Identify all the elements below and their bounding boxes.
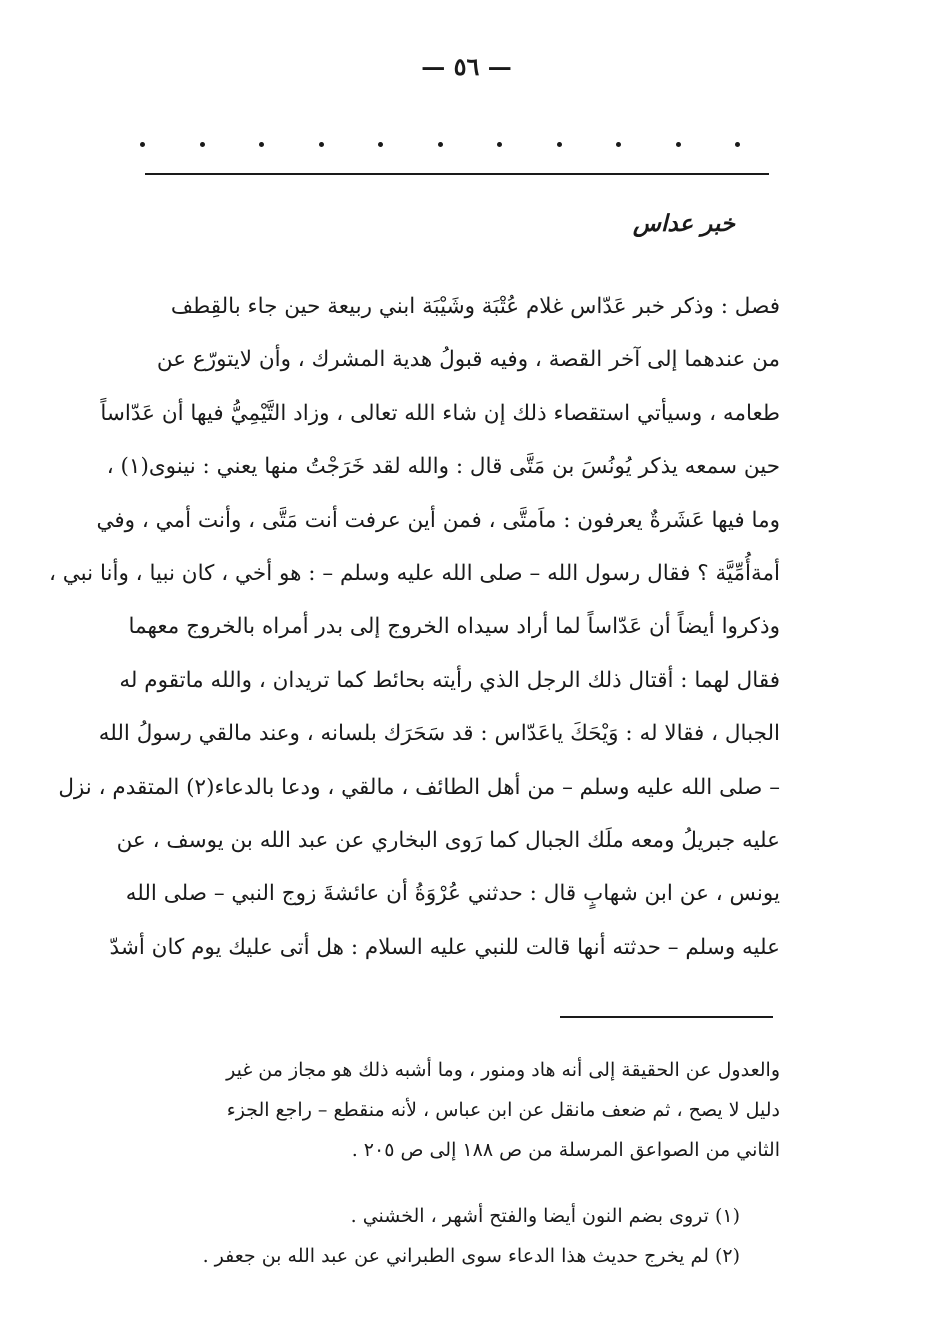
- ornament-dot: [616, 142, 621, 147]
- body-line: عليه وسلم – حدثته أنها قالت للنبي عليه السلام : هل أتى عليك يوم كان أشدّ: [109, 934, 780, 960]
- body-line: فصل : وذكر خبر عَدّاس غلام عُتْبَة وشَيْبَة ابني ربيعة حين جاء بالقِطف: [170, 294, 780, 319]
- body-line: من عندهما إلى آخر القصة ، وفيه قبولُ هدية المشرك ، وأن لايتورّع عن: [156, 347, 780, 373]
- ornament-dot: [497, 142, 502, 147]
- body-line: وما فيها عَشَرةٌ يعرفون : ماَمتَّى ، فمن أين عرفت أنت مَتَّى ، وأنت أمي ، وفي: [96, 507, 780, 533]
- ornament-dot: [259, 142, 264, 147]
- body-line: يونس ، عن ابن شهابٍ قال : حدثني عُرْوَةُ أن عائشةَ زوج النبي – صلى الله: [125, 881, 780, 907]
- footnote-2: (٢) لم يخرج حديث هذا الدعاء سوى الطبراني عن عبد الله بن جعفر .: [202, 1245, 740, 1267]
- body-line: أمةأُمِّيَّة ؟ فقال رسول الله – صلى الله عليه وسلم – : هو أخي ، كان نبيا ، وأنا نبي ،: [48, 560, 780, 586]
- header-rule: [145, 173, 769, 175]
- ornament-dot: [735, 142, 740, 147]
- section-title: خبر عداس: [632, 210, 735, 237]
- continuation-line: الثاني من الصواعق المرسلة من ص ١٨٨ إلى ص ٢٠٥ .: [351, 1139, 780, 1161]
- ornament-dot: [676, 142, 681, 147]
- body-line: – صلى الله عليه وسلم – من أهل الطائف ، مالقي ، ودعا بالدعاء(٢) المتقدم ، نزل: [58, 774, 780, 800]
- body-line: وذكروا أيضاً أن عَدّاساً لما أراد سيداه الخروج إلى بدر أمراه بالخروج معهما: [128, 614, 780, 640]
- body-line: الجبال ، فقالا له : وَيْحَكَ ياعَدّاس : قد سَحَرَك بلسانه ، وعند مالقي رسولُ الله: [98, 721, 780, 747]
- continuation-line: دليل لا يصح ، ثم ضعف مانقل عن ابن عباس ، لأنه منقطع – راجع الجزء: [226, 1099, 780, 1121]
- ornament-dot: [200, 142, 205, 147]
- footnote-continuation: [100, 1050, 780, 1170]
- footnote-separator: [560, 1016, 773, 1018]
- ornament-dot-row: [140, 136, 740, 152]
- body-line: حين سمعه يذكر يُونُسَ بن مَتَّى قال : والله لقد خَرَجْتُ منها يعني : نينوى(١) ،: [106, 454, 780, 480]
- body-line: فقال لهما : أقتال ذلك الرجل الذي رأيته بحائط كما تريدان ، والله ماتقوم له: [119, 667, 780, 693]
- body-line: طعامه ، وسيأتي استقصاء ذلك إن شاء الله تعالى ، وزاد التَّيْمِيُّ فيها أن عَدّاساً: [100, 400, 780, 426]
- page-number: — ٥٦ —: [421, 52, 512, 81]
- ornament-dot: [378, 142, 383, 147]
- ornament-dot: [557, 142, 562, 147]
- continuation-line: والعدول عن الحقيقة إلى أنه هاد ومنور ، وما أشبه ذلك هو مجاز من غير: [226, 1059, 780, 1081]
- ornament-dot: [319, 142, 324, 147]
- body-text: [48, 280, 780, 974]
- ornament-dot: [438, 142, 443, 147]
- footnotes: [100, 1196, 740, 1276]
- ornament-dot: [140, 142, 145, 147]
- body-line: عليه جبريلُ ومعه ملَك الجبال كما رَوى البخاري عن عبد الله بن يوسف ، عن: [116, 827, 780, 853]
- footnote-1: (١) تروى بضم النون أيضا والفتح أشهر ، الخشني .: [350, 1205, 740, 1227]
